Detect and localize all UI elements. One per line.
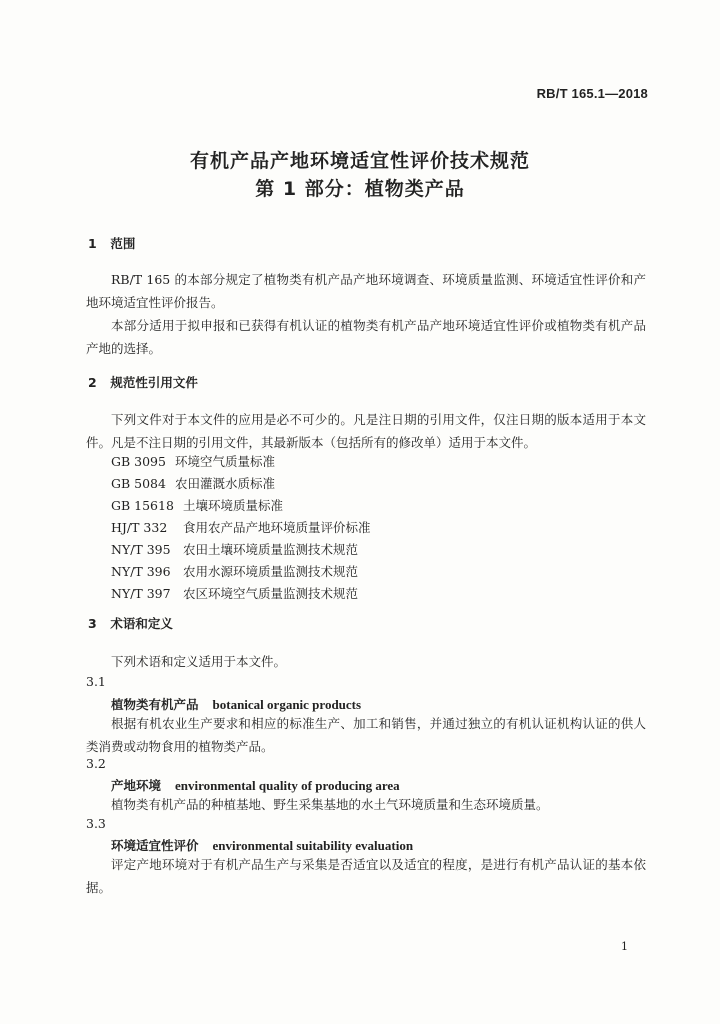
reference-code: GB 15618 <box>111 498 174 513</box>
term-heading <box>111 695 361 713</box>
section-1-title: 范围 <box>110 236 136 251</box>
term-heading <box>111 836 413 854</box>
term-zh: 产地环境 <box>111 778 162 793</box>
reference-code: NY/T 396 <box>111 564 171 579</box>
reference-item <box>111 474 275 492</box>
section-3-intro: 下列术语和定义适用于本文件。 <box>111 654 287 669</box>
term-definition: 根据有机农业生产要求和相应的标准生产、加工和销售，并通过独立的有机认证机构认证的供人类消费或动物食用的植物类产品。 <box>86 716 646 754</box>
reference-title: 食用农产品产地环境质量评价标准 <box>183 520 371 535</box>
section-2-intro: 下列文件对于本文件的应用是必不可少的。凡是注日期的引用文件，仅注日期的版本适用于本文件。凡是不注日期的引用文件，其最新版本（包括所有的修改单）适用于本文件。 <box>86 412 646 450</box>
section-1-paragraph-2: 本部分适用于拟申报和已获得有机认证的植物类有机产品产地环境适宜性评价或植物类有机产品产地的选择。 <box>86 318 646 356</box>
reference-code: NY/T 397 <box>111 586 171 601</box>
reference-item <box>111 518 371 536</box>
standard-code: RB/T 165.1—2018 <box>536 86 648 101</box>
term-zh: 环境适宜性评价 <box>111 838 199 853</box>
reference-item <box>111 540 358 558</box>
reference-item <box>111 496 283 514</box>
reference-title: 农田灌溉水质标准 <box>175 476 276 491</box>
page-number: 1 <box>621 940 628 953</box>
section-1-heading <box>88 234 135 252</box>
section-2-heading <box>88 373 198 391</box>
section-2-title: 规范性引用文件 <box>110 375 198 390</box>
reference-title: 农用水源环境质量监测技术规范 <box>183 564 359 579</box>
reference-code: GB 3095 <box>111 454 166 469</box>
section-1-paragraph-1: RB/T 165 的本部分规定了植物类有机产品产地环境调查、环境质量监测、环境适宜性评价和产地环境适宜性评价报告。 <box>86 272 646 310</box>
term-en: environmental suitability evaluation <box>212 838 414 853</box>
term-number: 3.3 <box>86 816 106 831</box>
section-3-heading <box>88 614 173 632</box>
reference-code: GB 5084 <box>111 476 166 491</box>
term-en: environmental quality of producing area <box>175 778 400 793</box>
term-definition: 评定产地环境对于有机产品生产与采集是否适宜以及适宜的程度，是进行有机产品认证的基本依据。 <box>86 857 646 895</box>
reference-title: 农田土壤环境质量监测技术规范 <box>183 542 359 557</box>
term-heading <box>111 776 400 794</box>
term-number: 3.1 <box>86 674 106 689</box>
reference-item <box>111 452 275 470</box>
section-1-number: 1 <box>88 236 97 251</box>
section-3-number: 3 <box>88 616 97 631</box>
reference-item <box>111 562 358 580</box>
reference-code: NY/T 395 <box>111 542 171 557</box>
reference-title: 土壤环境质量标准 <box>183 498 284 513</box>
title-line-1: 有机产品产地环境适宜性评价技术规范 <box>189 150 530 172</box>
section-2-number: 2 <box>88 375 97 390</box>
term-en: botanical organic products <box>212 697 362 712</box>
reference-title: 环境空气质量标准 <box>175 454 276 469</box>
term-definition: 植物类有机产品的种植基地、野生采集基地的水土气环境质量和生态环境质量。 <box>111 797 549 812</box>
reference-code: HJ/T 332 <box>111 520 168 535</box>
reference-item <box>111 584 358 602</box>
term-number: 3.2 <box>86 756 106 771</box>
section-3-title: 术语和定义 <box>110 616 173 631</box>
title-line-2: 第 1 部分：植物类产品 <box>255 178 465 200</box>
reference-title: 农区环境空气质量监测技术规范 <box>183 586 359 601</box>
term-zh: 植物类有机产品 <box>111 697 199 712</box>
